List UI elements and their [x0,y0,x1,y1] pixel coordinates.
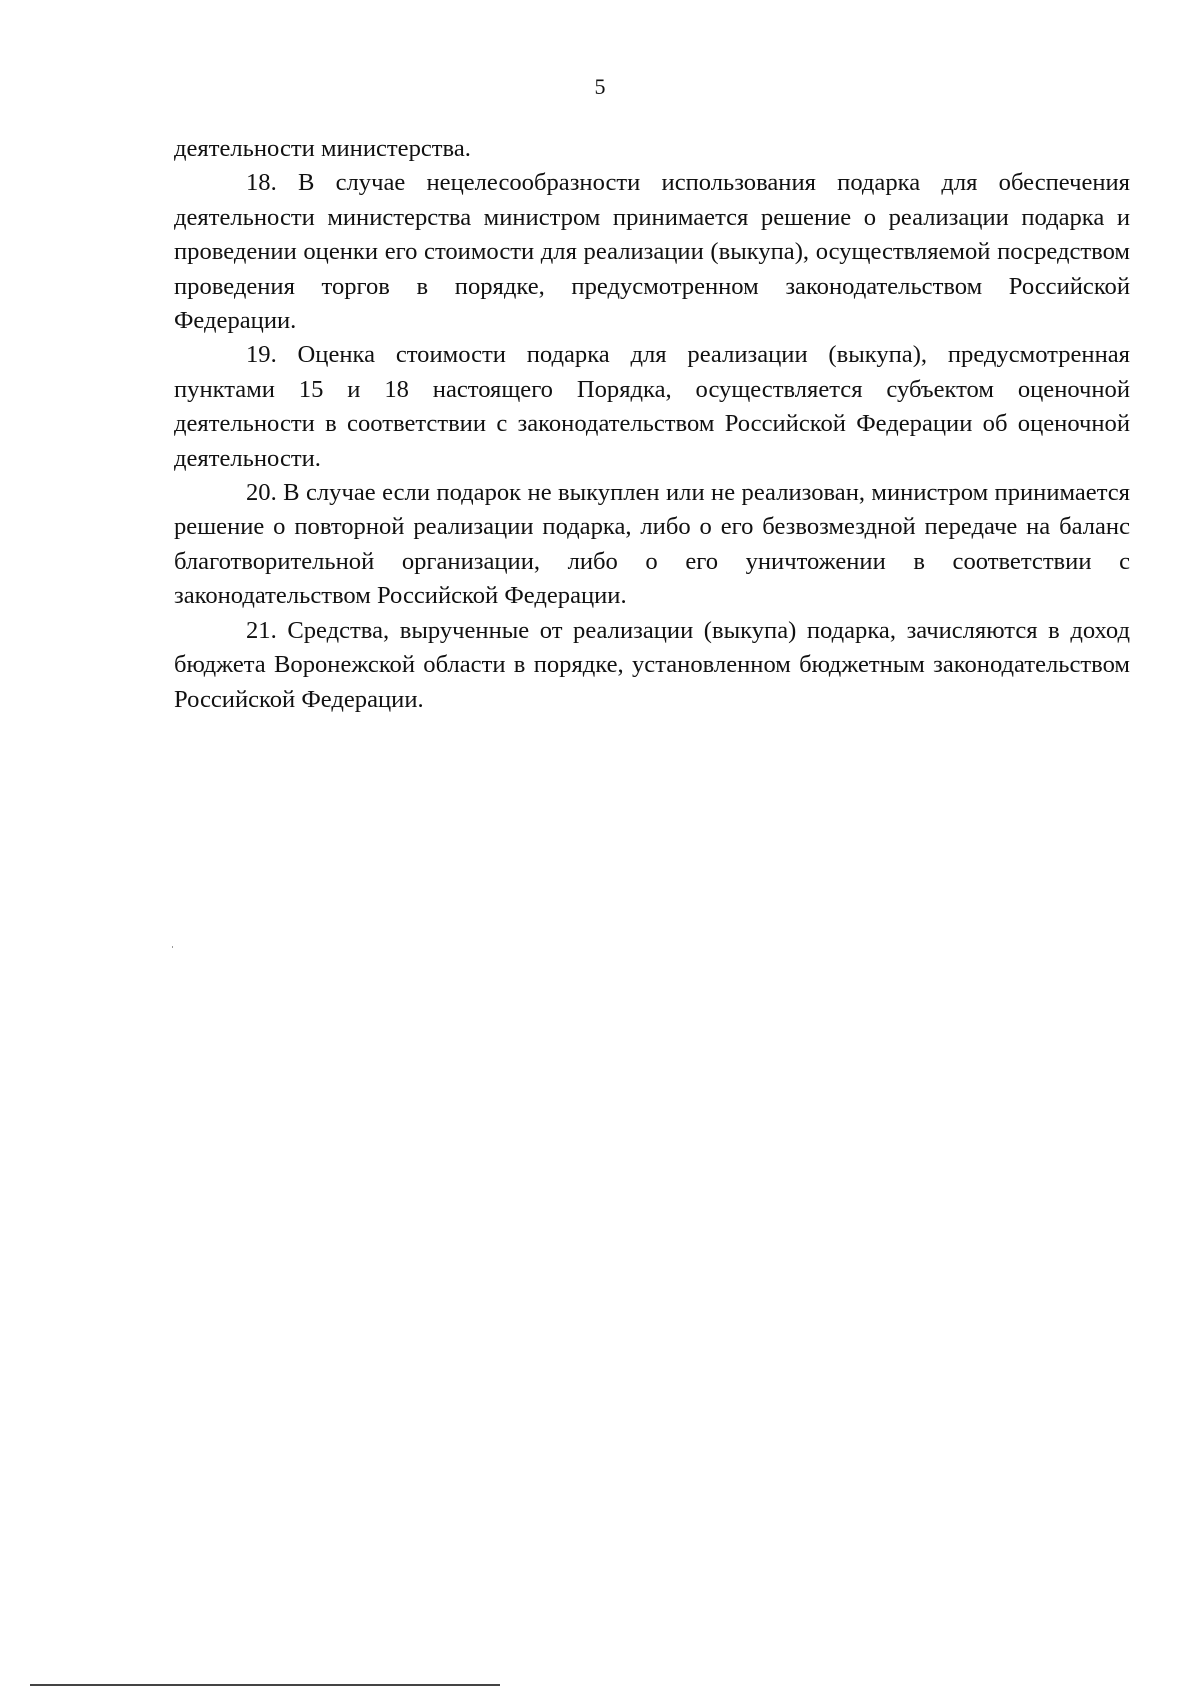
document-body [174,132,1130,717]
paragraph-item-18: 18. В случае нецелесообразности использования подарка для обеспечения деятельности министерства министром принимается решение о реализации подарка и проведении оценки его стоимости для реализации (выкупа), осуществляемой посредством проведения торгов в порядке, предусмотренном законодательством Российской Федерации. [174,169,1130,335]
paragraph-continuation: деятельности министерства. [174,135,471,162]
bottom-rule [30,1684,500,1686]
paragraph-item-21: 21. Средства, вырученные от реализации (выкупа) подарка, зачисляются в доход бюджета Воронежской области в порядке, установленном бюджетным законодательством Российской Федерации. [174,616,1130,713]
paragraph-item-19: 19. Оценка стоимости подарка для реализации (выкупа), предусмотренная пунктами 15 и 18 настоящего Порядка, осуществляется субъектом оценочной деятельности в соответствии с законодательством Российской Федерации об оценочной деятельности. [174,341,1130,472]
scan-speck [172,946,173,948]
paragraph-item-20: 20. В случае если подарок не выкуплен или не реализован, министром принимается решение о повторной реализации подарка, либо о его безвозмездной передаче на баланс благотворительной организации, либо о его уничтожении в соответствии с законодательством Российской Федерации. [174,479,1130,610]
page-number: 5 [594,74,606,99]
